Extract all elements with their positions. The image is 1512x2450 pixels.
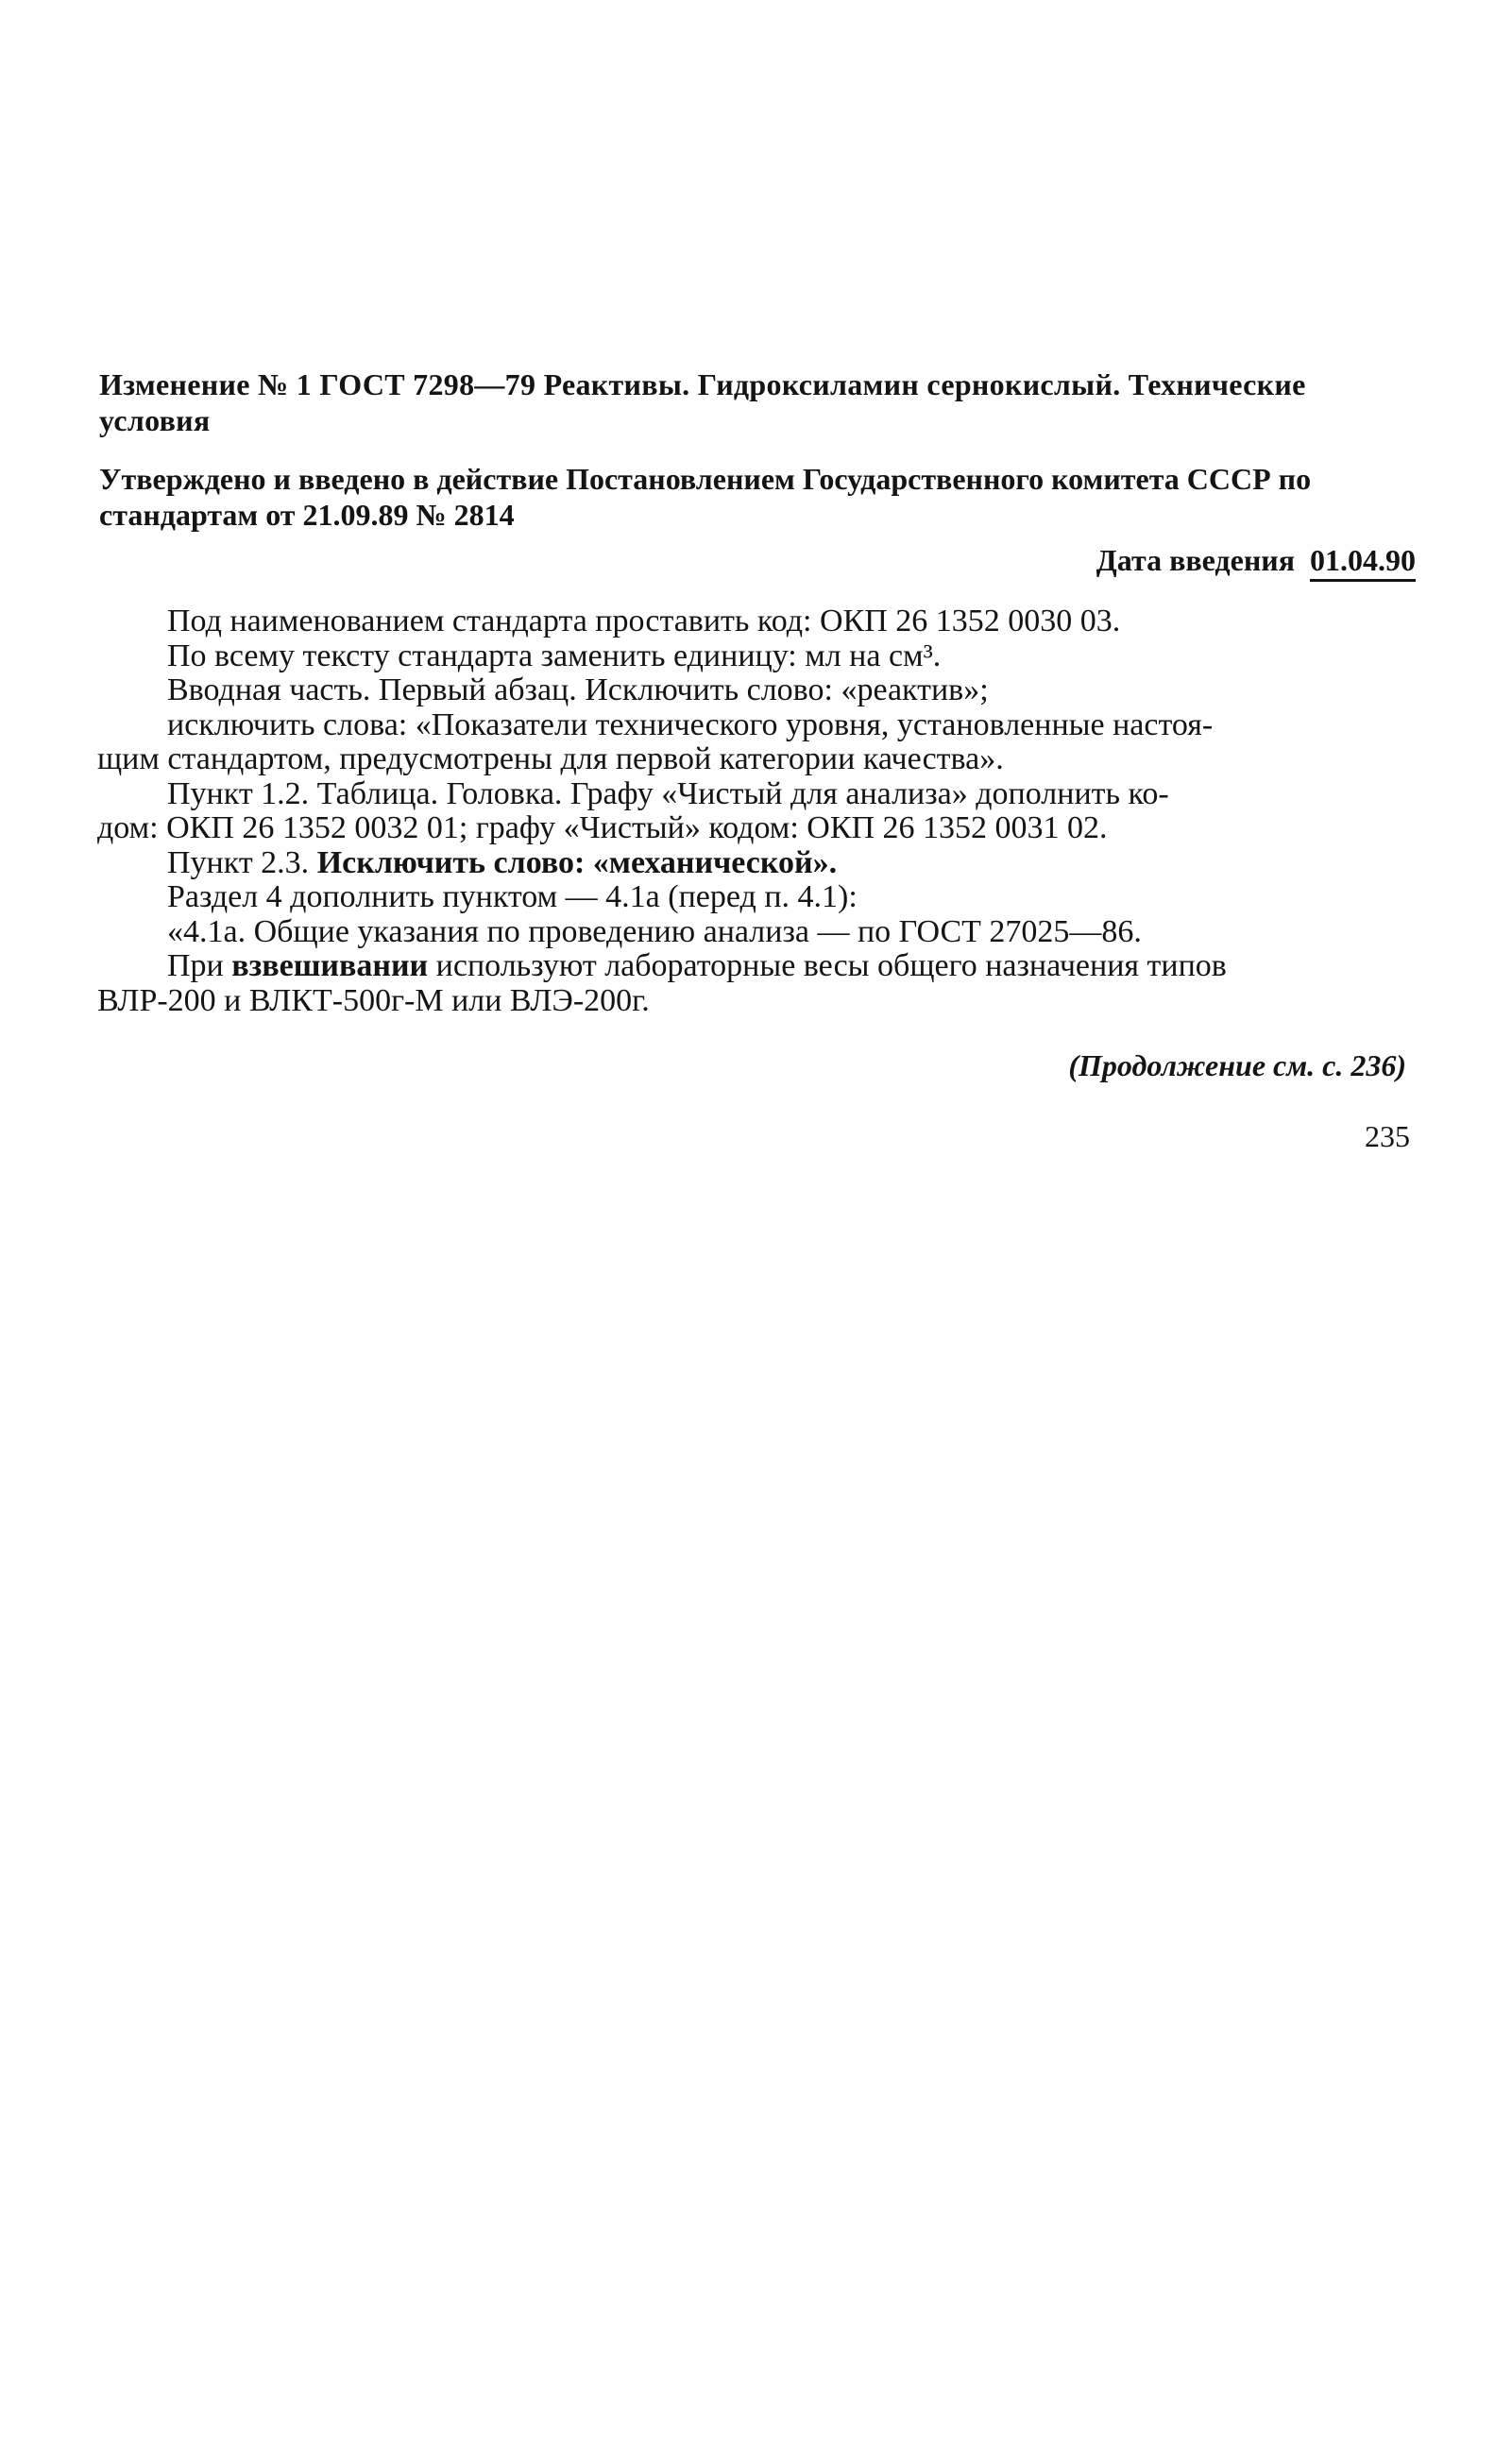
body-paragraph: Пункт 1.2. Таблица. Головка. Графу «Чистый для анализа» дополнить ко- [167, 775, 1169, 811]
body-paragraph [97, 846, 1419, 881]
body-paragraph: «4.1а. Общие указания по проведению анализа — по ГОСТ 27025—86. [167, 913, 1142, 949]
body-paragraph: Под наименованием стандарта проставить код: ОКП 26 1352 0030 03. [167, 604, 1121, 638]
body-text-span: Пункт 2.3. [167, 844, 317, 880]
continuation-note: (Продолжение см. с. 236) [1068, 1048, 1406, 1082]
effective-date-label: Дата введения [1096, 543, 1295, 577]
body-text-span: используют лабораторные весы общего назначения типов [428, 948, 1227, 983]
effective-date-line [1096, 543, 1416, 578]
amendment-title: Изменение № 1 ГОСТ 7298—79 Реактивы. Гидроксиламин сернокислый. Технические условия [99, 367, 1306, 437]
body-bold-span: Исключить слово: «механической». [316, 844, 838, 880]
page-number: 235 [1365, 1119, 1410, 1153]
approval-statement: Утверждено и введено в действие Постановлением Государственного комитета СССР по стандартам от 21.09.89 № 2814 [99, 462, 1312, 532]
effective-date-value: 01.04.90 [1310, 543, 1416, 582]
body-paragraph: ВЛР-200 и ВЛКТ-500г-М или ВЛЭ-200г. [97, 982, 650, 1018]
body-paragraph: щим стандартом, предусмотрены для первой категории качества». [97, 741, 1004, 776]
body-text-span: При [167, 948, 232, 983]
body-paragraph: Вводная часть. Первый абзац. Исключить слово: «реактив»; [167, 672, 989, 707]
body-paragraph: По всему тексту стандарта заменить единицу: мл на см³. [167, 638, 942, 673]
body-paragraph: дом: ОКП 26 1352 0032 01; графу «Чистый» кодом: ОКП 26 1352 0031 02. [97, 810, 1108, 845]
body-bold-span: взвешивании [231, 948, 429, 983]
body-paragraph: исключить слова: «Показатели технического уровня, установленные настоя- [167, 706, 1214, 742]
body-paragraph: Раздел 4 дополнить пунктом — 4.1а (перед п. 4.1): [167, 879, 858, 914]
body-paragraph [97, 949, 1419, 984]
amendment-body [97, 604, 1419, 1018]
